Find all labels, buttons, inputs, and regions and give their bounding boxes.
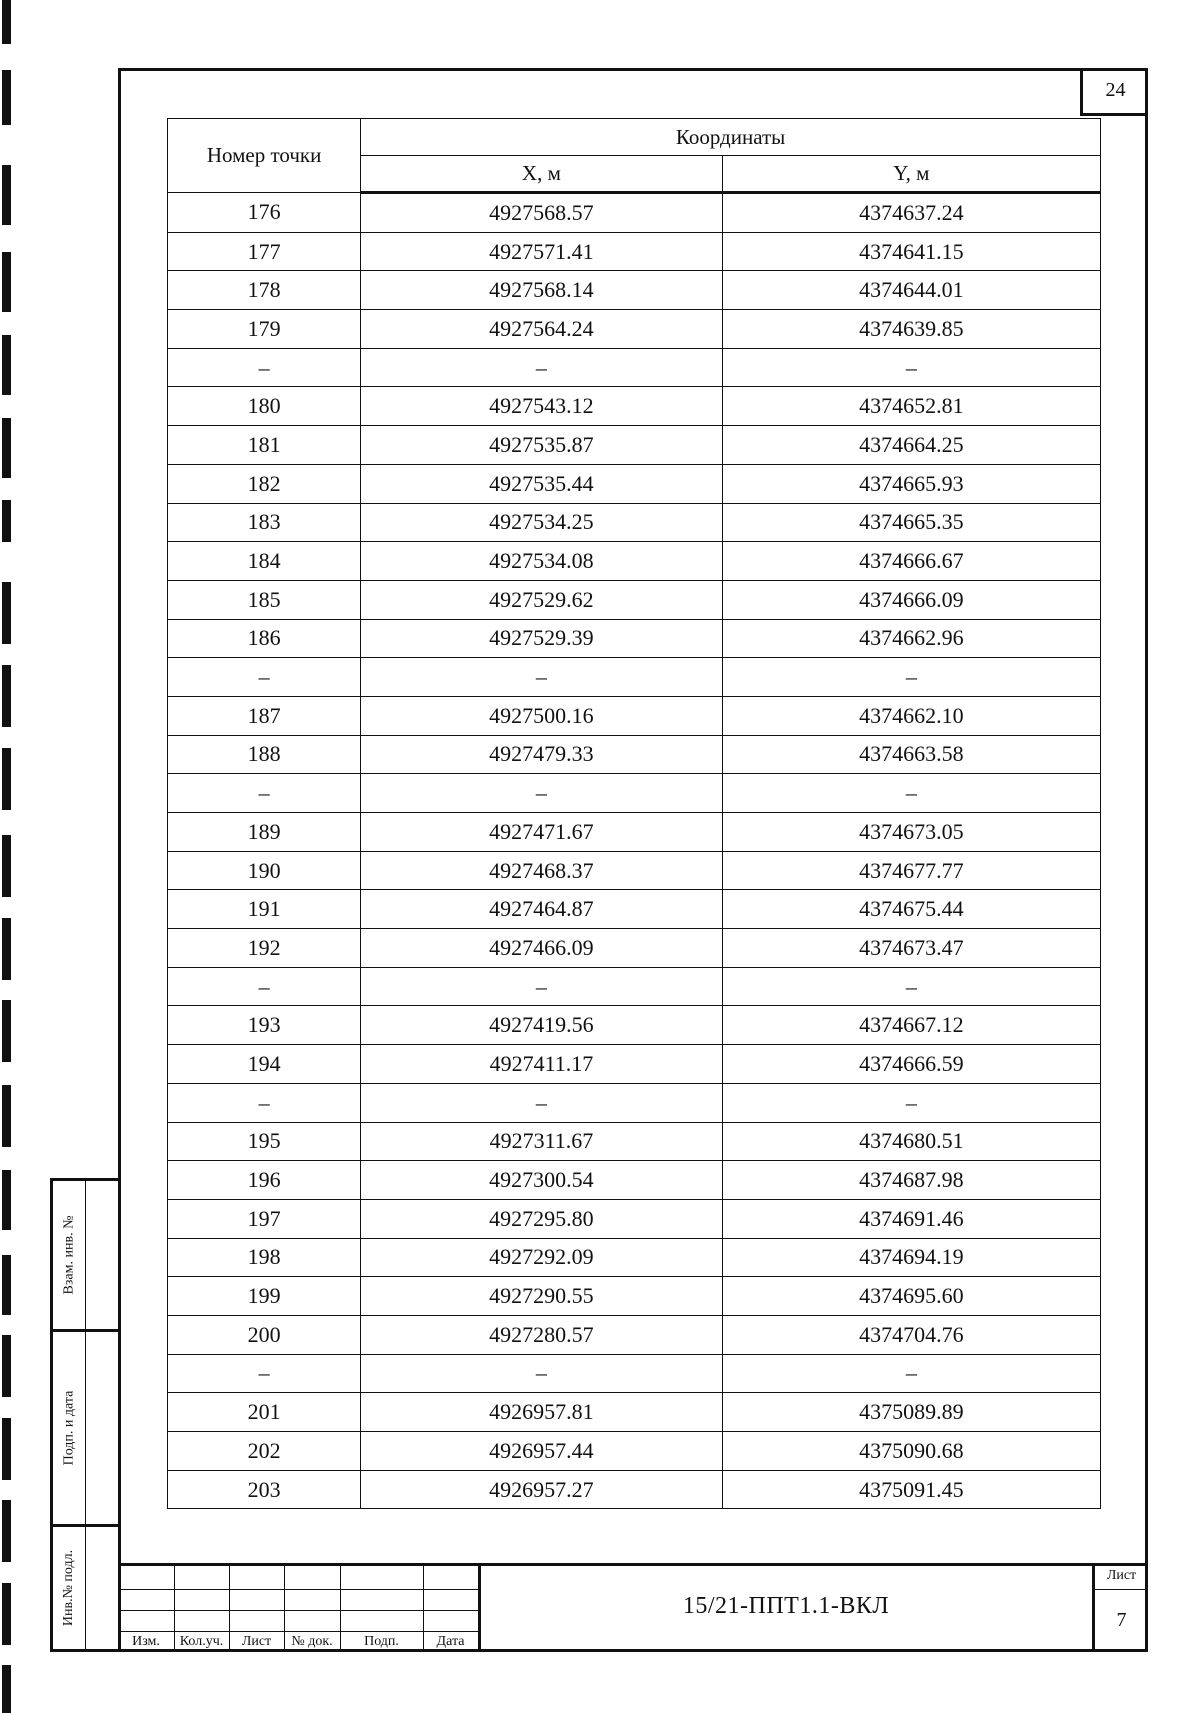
cell-x: 4927571.41 <box>361 232 722 271</box>
binding-mark <box>2 500 11 542</box>
table-row <box>168 310 1101 349</box>
label-list: Лист <box>241 1634 272 1649</box>
cell-point-number: 177 <box>168 232 361 271</box>
table-row <box>168 1199 1101 1238</box>
cell-x: – <box>361 1083 722 1122</box>
cell-y: 4374639.85 <box>722 310 1100 349</box>
table-row <box>168 1045 1101 1084</box>
table-row <box>168 696 1101 735</box>
side-approval-block <box>50 1178 118 1652</box>
table-row <box>168 1470 1101 1509</box>
binding-mark <box>2 1418 11 1480</box>
cell-y: 4375090.68 <box>722 1432 1100 1471</box>
binding-mark <box>2 418 11 478</box>
table-row <box>168 774 1101 813</box>
label-izm: Изм. <box>132 1634 160 1649</box>
table-row <box>168 193 1101 233</box>
cell-point-number: 181 <box>168 426 361 465</box>
cell-x: – <box>361 967 722 1006</box>
table-row <box>168 580 1101 619</box>
binding-mark <box>2 252 11 312</box>
cell-point-number: 179 <box>168 310 361 349</box>
cell-point-number: 192 <box>168 929 361 968</box>
label-doc-no: № док. <box>291 1634 333 1649</box>
header-y: Y, м <box>722 156 1100 193</box>
table-row <box>168 1238 1101 1277</box>
table-row <box>168 1161 1101 1200</box>
title-block <box>118 1563 1148 1652</box>
table-row <box>168 1432 1101 1471</box>
cell-y: 4374662.10 <box>722 696 1100 735</box>
side-label-inv-text: Инв.№ подл. <box>61 1549 76 1626</box>
cell-y: 4374667.12 <box>722 1006 1100 1045</box>
label-kol-uch: Кол.уч. <box>179 1634 224 1649</box>
cell-y: 4374666.59 <box>722 1045 1100 1084</box>
table-row <box>168 1393 1101 1432</box>
cell-x: – <box>361 774 722 813</box>
cell-y: 4374687.98 <box>722 1161 1100 1200</box>
table-row <box>168 658 1101 697</box>
cell-x: 4927479.33 <box>361 735 722 774</box>
table-row <box>168 1277 1101 1316</box>
cell-point-number: – <box>168 1354 361 1393</box>
binding-mark <box>2 1335 11 1397</box>
binding-mark <box>2 665 11 727</box>
cell-point-number: 198 <box>168 1238 361 1277</box>
binding-mark <box>2 1665 11 1713</box>
binding-mark <box>2 1583 11 1645</box>
cell-point-number: 197 <box>168 1199 361 1238</box>
cell-point-number: 185 <box>168 580 361 619</box>
binding-mark <box>2 335 11 395</box>
binding-marks <box>0 0 12 1713</box>
table-row <box>168 1354 1101 1393</box>
sheet-box <box>1092 1563 1148 1649</box>
cell-y: 4374665.93 <box>722 464 1100 503</box>
cell-point-number: 178 <box>168 271 361 310</box>
cell-x: – <box>361 658 722 697</box>
cell-x: 4927468.37 <box>361 851 722 890</box>
cell-point-number: – <box>168 967 361 1006</box>
cell-point-number: 176 <box>168 193 361 233</box>
cell-y: 4374673.47 <box>722 929 1100 968</box>
cell-point-number: 186 <box>168 619 361 658</box>
cell-point-number: 194 <box>168 1045 361 1084</box>
cell-y: 4374662.96 <box>722 619 1100 658</box>
table-row <box>168 967 1101 1006</box>
binding-mark <box>2 70 11 125</box>
cell-y: 4374665.35 <box>722 503 1100 542</box>
cell-y: 4374644.01 <box>722 271 1100 310</box>
table-row <box>168 1315 1101 1354</box>
cell-x: 4927529.39 <box>361 619 722 658</box>
cell-y: 4374704.76 <box>722 1315 1100 1354</box>
cell-y: 4374673.05 <box>722 813 1100 852</box>
page-number: 24 <box>1080 68 1148 116</box>
cell-x: 4927419.56 <box>361 1006 722 1045</box>
header-coordinates: Координаты <box>361 119 1101 156</box>
side-label-podp-text: Подп. и дата <box>61 1390 77 1465</box>
cell-y: 4374637.24 <box>722 193 1100 233</box>
cell-y: – <box>722 1354 1100 1393</box>
binding-mark <box>2 1500 11 1562</box>
cell-x: 4927529.62 <box>361 580 722 619</box>
cell-y: 4375091.45 <box>722 1470 1100 1509</box>
cell-x: 4927471.67 <box>361 813 722 852</box>
cell-x: 4927311.67 <box>361 1122 722 1161</box>
cell-y: – <box>722 658 1100 697</box>
binding-mark <box>2 1000 11 1062</box>
cell-y: 4375089.89 <box>722 1393 1100 1432</box>
binding-mark <box>2 165 11 225</box>
table-row <box>168 348 1101 387</box>
cell-point-number: – <box>168 1083 361 1122</box>
table-row <box>168 1122 1101 1161</box>
sheet-number: 7 <box>1116 1609 1127 1631</box>
cell-y: 4374695.60 <box>722 1277 1100 1316</box>
grid-line <box>118 1610 481 1611</box>
cell-point-number: 203 <box>168 1470 361 1509</box>
cell-point-number: – <box>168 348 361 387</box>
label-podp: Подп. <box>364 1634 399 1649</box>
cell-x: 4927300.54 <box>361 1161 722 1200</box>
cell-x: – <box>361 1354 722 1393</box>
side-label-vzam <box>54 1181 84 1329</box>
table-row <box>168 813 1101 852</box>
cell-point-number: 199 <box>168 1277 361 1316</box>
revision-grid <box>118 1563 481 1652</box>
cell-x: 4927568.14 <box>361 271 722 310</box>
cell-x: 4927295.80 <box>361 1199 722 1238</box>
table-row <box>168 542 1101 581</box>
cell-y: 4374675.44 <box>722 890 1100 929</box>
table-row <box>168 890 1101 929</box>
cell-point-number: 180 <box>168 387 361 426</box>
cell-point-number: 189 <box>168 813 361 852</box>
cell-x: 4927292.09 <box>361 1238 722 1277</box>
cell-point-number: 183 <box>168 503 361 542</box>
cell-y: – <box>722 1083 1100 1122</box>
binding-mark <box>2 0 11 44</box>
cell-x: 4927568.57 <box>361 193 722 233</box>
table-row <box>168 1083 1101 1122</box>
cell-y: 4374666.09 <box>722 580 1100 619</box>
cell-x: 4926957.44 <box>361 1432 722 1471</box>
cell-y: 4374652.81 <box>722 387 1100 426</box>
cell-point-number: 191 <box>168 890 361 929</box>
cell-x: 4927534.25 <box>361 503 722 542</box>
cell-x: 4927535.87 <box>361 426 722 465</box>
cell-x: 4926957.27 <box>361 1470 722 1509</box>
cell-point-number: 187 <box>168 696 361 735</box>
cell-y: 4374664.25 <box>722 426 1100 465</box>
cell-y: 4374663.58 <box>722 735 1100 774</box>
table-row <box>168 464 1101 503</box>
cell-x: 4927535.44 <box>361 464 722 503</box>
cell-point-number: 184 <box>168 542 361 581</box>
table-row <box>168 929 1101 968</box>
table-row <box>168 271 1101 310</box>
cell-x: 4927290.55 <box>361 1277 722 1316</box>
table-row <box>168 851 1101 890</box>
table-row <box>168 1006 1101 1045</box>
binding-mark <box>2 1085 11 1147</box>
cell-point-number: 190 <box>168 851 361 890</box>
cell-x: 4927543.12 <box>361 387 722 426</box>
side-label-vzam-text: Взам. инв. № <box>61 1215 76 1295</box>
grid-line <box>118 1589 481 1590</box>
cell-x: – <box>361 348 722 387</box>
cell-x: 4927466.09 <box>361 929 722 968</box>
label-data: Дата <box>436 1634 465 1649</box>
cell-x: 4927534.08 <box>361 542 722 581</box>
cell-point-number: – <box>168 774 361 813</box>
table-row <box>168 232 1101 271</box>
binding-mark <box>2 1170 11 1230</box>
cell-point-number: 193 <box>168 1006 361 1045</box>
binding-mark <box>2 1255 11 1315</box>
cell-y: 4374691.46 <box>722 1199 1100 1238</box>
cell-x: 4927280.57 <box>361 1315 722 1354</box>
binding-mark <box>2 918 11 980</box>
cell-point-number: 201 <box>168 1393 361 1432</box>
cell-y: 4374677.77 <box>722 851 1100 890</box>
binding-mark <box>2 748 11 810</box>
side-label-inv <box>54 1526 84 1649</box>
cell-y: – <box>722 774 1100 813</box>
cell-point-number: 188 <box>168 735 361 774</box>
cell-y: 4374641.15 <box>722 232 1100 271</box>
cell-x: 4926957.81 <box>361 1393 722 1432</box>
cell-x: 4927411.17 <box>361 1045 722 1084</box>
table-row <box>168 503 1101 542</box>
cell-point-number: 182 <box>168 464 361 503</box>
cell-point-number: 200 <box>168 1315 361 1354</box>
cell-y: 4374680.51 <box>722 1122 1100 1161</box>
cell-point-number: 196 <box>168 1161 361 1200</box>
cell-x: 4927464.87 <box>361 890 722 929</box>
table-row <box>168 735 1101 774</box>
cell-y: – <box>722 967 1100 1006</box>
document-code-text: 15/21-ППТ1.1-ВКЛ <box>682 1592 890 1619</box>
coordinates-table <box>167 118 1101 1509</box>
cell-y: 4374694.19 <box>722 1238 1100 1277</box>
cell-point-number: 195 <box>168 1122 361 1161</box>
side-divider <box>85 1181 86 1649</box>
header-x: X, м <box>361 156 722 193</box>
table-row <box>168 387 1101 426</box>
binding-mark <box>2 835 11 897</box>
cell-point-number: 202 <box>168 1432 361 1471</box>
cell-y: – <box>722 348 1100 387</box>
header-point-number: Номер точки <box>168 119 361 193</box>
cell-x: 4927564.24 <box>361 310 722 349</box>
sheet-label: Лист <box>1095 1563 1148 1590</box>
table-row <box>168 426 1101 465</box>
cell-x: 4927500.16 <box>361 696 722 735</box>
cell-y: 4374666.67 <box>722 542 1100 581</box>
cell-point-number: – <box>168 658 361 697</box>
table-row <box>168 619 1101 658</box>
side-label-podp <box>54 1331 84 1524</box>
binding-mark <box>2 582 11 644</box>
